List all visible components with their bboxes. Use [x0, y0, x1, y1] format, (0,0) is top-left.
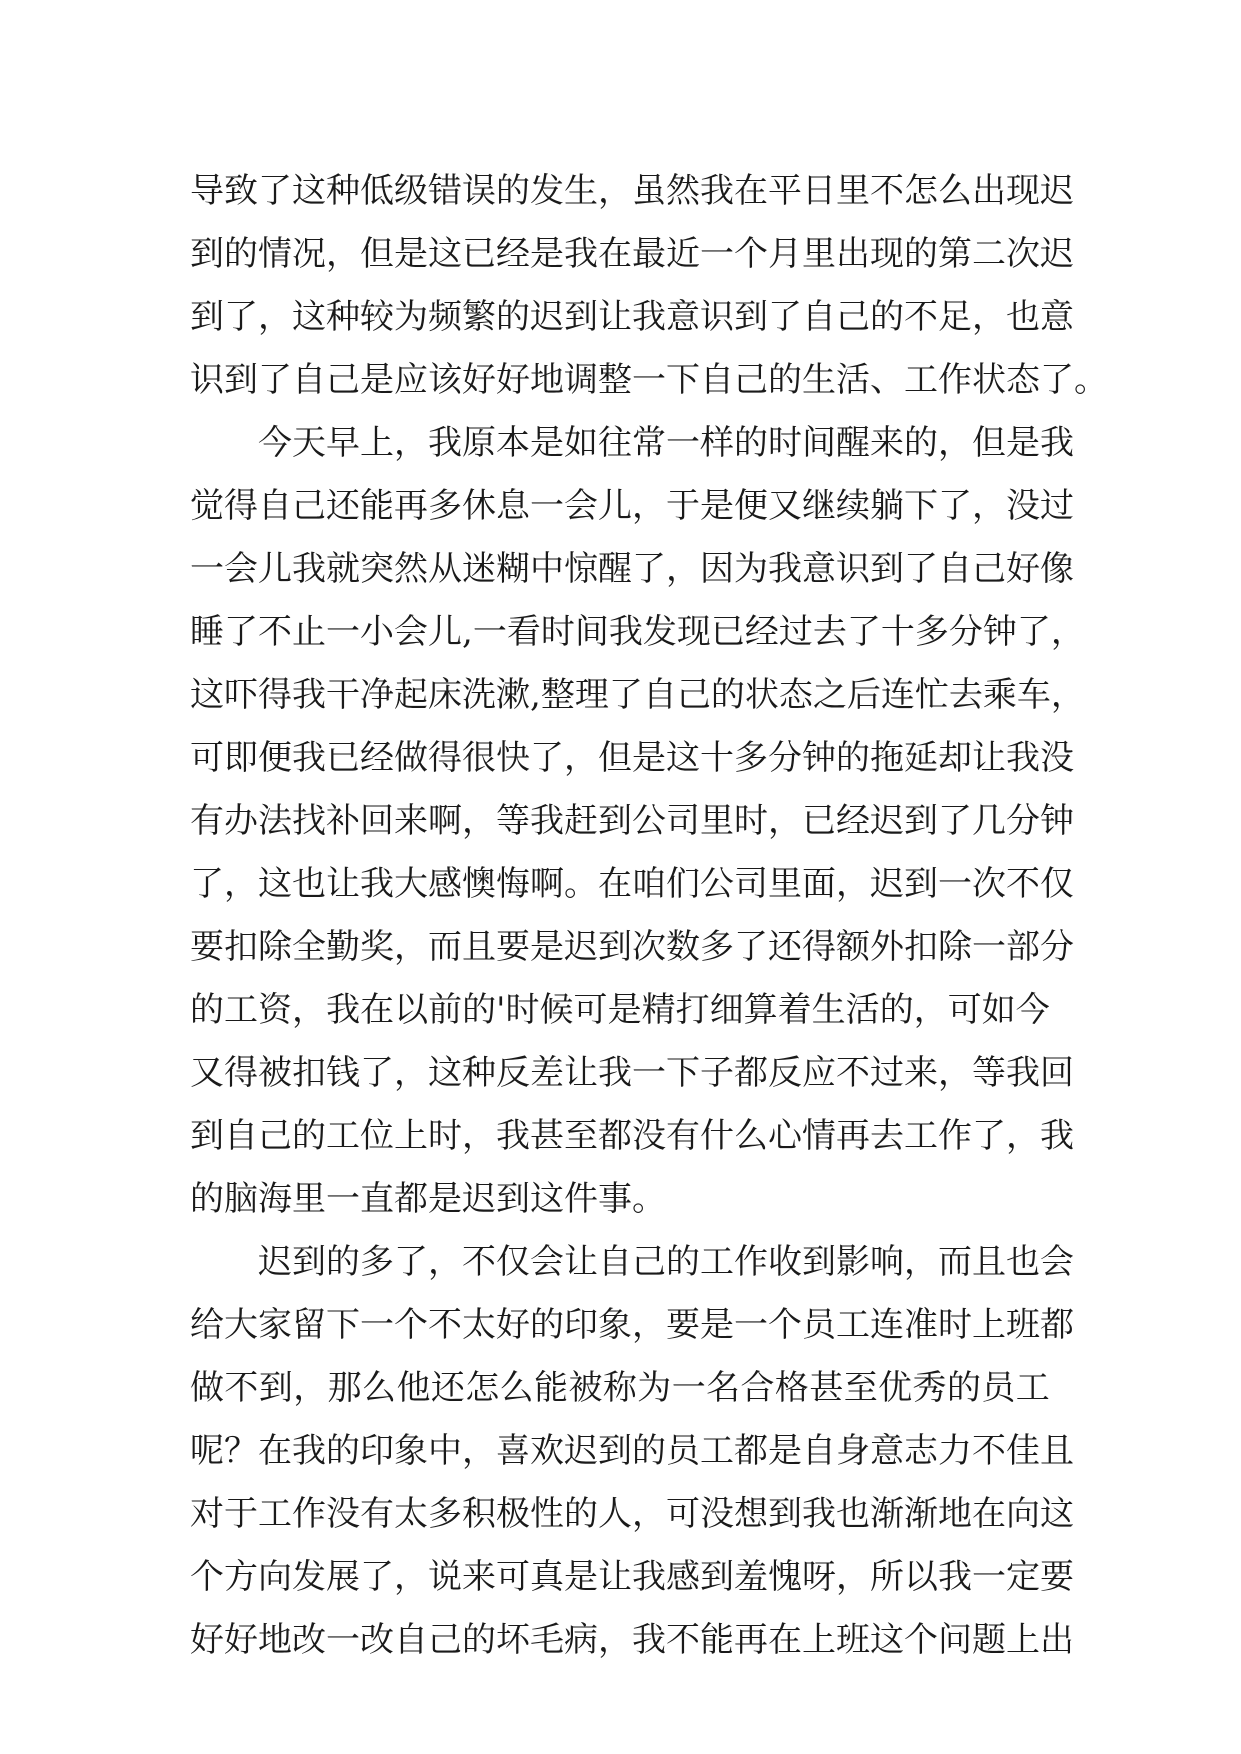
text-line: 导 致 了 这 种 低 级 错 误 的 发 生 ， 虽 然 我 在 平 日 里 不 怎 么 出 现 迟 [190, 171, 1074, 211]
text-line: 的 脑 海 里 一 直 都 是 迟 到 这 件 事 。 [190, 1179, 666, 1219]
text-line: 给 大 家 留 下 一 个 不 太 好 的 印 象 ， 要 是 一 个 员 工 连 准 时 上 班 都 [190, 1305, 1074, 1345]
text-line: 觉 得 自 己 还 能 再 多 休 息 一 会 儿 ， 于 是 便 又 继 续 躺 下 了 ， 没 过 [190, 486, 1074, 526]
text-line: 的 工 资 ， 我 在 以 前 的 ' 时 候 可 是 精 打 细 算 着 生 活 的 ， 可 如 今 [190, 990, 1050, 1030]
text-line: 好 好 地 改 一 改 自 己 的 坏 毛 病 ， 我 不 能 再 在 上 班 这 个 问 题 上 出 [190, 1620, 1074, 1660]
text-line: 到 自 己 的 工 位 上 时 ， 我 甚 至 都 没 有 什 么 心 情 再 去 工 作 了 ， 我 [190, 1116, 1074, 1156]
text-line: 做 不 到 ， 那 么 他 还 怎 么 能 被 称 为 一 名 合 格 甚 至 优 秀 的 员 工 [190, 1368, 1050, 1408]
text-line: 迟 到 的 多 了 ， 不 仅 会 让 自 己 的 工 作 收 到 影 响 ， 而 且 也 会 [258, 1242, 1074, 1282]
text-line: 睡 了 不 止 一 小 会 儿 , 一 看 时 间 我 发 现 已 经 过 去 了 十 多 分 钟 了 ， [190, 612, 1085, 652]
text-line: 这 吓 得 我 干 净 起 床 洗 漱 , 整 理 了 自 己 的 状 态 之 后 连 忙 去 乘 车 ， [190, 675, 1085, 715]
text-line: 到 了 ， 这 种 较 为 频 繁 的 迟 到 让 我 意 识 到 了 自 己 的 不 足 ， 也 意 [190, 297, 1074, 337]
text-line: 呢 ？ 在 我 的 印 象 中 ， 喜 欢 迟 到 的 员 工 都 是 自 身 意 志 力 不 佳 且 [190, 1431, 1074, 1471]
text-line: 可 即 便 我 已 经 做 得 很 快 了 ， 但 是 这 十 多 分 钟 的 拖 延 却 让 我 没 [190, 738, 1074, 778]
text-line: 识 到 了 自 己 是 应 该 好 好 地 调 整 一 下 自 己 的 生 活 、 工 作 状 态 了 。 [190, 360, 1108, 400]
text-line: 有 办 法 找 补 回 来 啊 ， 等 我 赶 到 公 司 里 时 ， 已 经 迟 到 了 几 分 钟 [190, 801, 1074, 841]
document-body [190, 160, 1108, 1672]
text-line: 对 于 工 作 没 有 太 多 积 极 性 的 人 ， 可 没 想 到 我 也 渐 渐 地 在 向 这 [190, 1494, 1074, 1534]
text-line: 个 方 向 发 展 了 ， 说 来 可 真 是 让 我 感 到 羞 愧 呀 ， 所 以 我 一 定 要 [190, 1557, 1074, 1597]
text-line: 了 ， 这 也 让 我 大 感 懊 悔 啊 。 在 咱 们 公 司 里 面 ， 迟 到 一 次 不 仅 [190, 864, 1074, 904]
text-line: 到 的 情 况 ， 但 是 这 已 经 是 我 在 最 近 一 个 月 里 出 现 的 第 二 次 迟 [190, 234, 1074, 274]
text-line: 今 天 早 上 ， 我 原 本 是 如 往 常 一 样 的 时 间 醒 来 的 ， 但 是 我 [258, 423, 1074, 463]
text-line: 要 扣 除 全 勤 奖 ， 而 且 要 是 迟 到 次 数 多 了 还 得 额 外 扣 除 一 部 分 [190, 927, 1074, 967]
text-line: 一 会 儿 我 就 突 然 从 迷 糊 中 惊 醒 了 ， 因 为 我 意 识 到 了 自 己 好 像 [190, 549, 1074, 589]
text-line: 又 得 被 扣 钱 了 ， 这 种 反 差 让 我 一 下 子 都 反 应 不 过 来 ， 等 我 回 [190, 1053, 1074, 1093]
